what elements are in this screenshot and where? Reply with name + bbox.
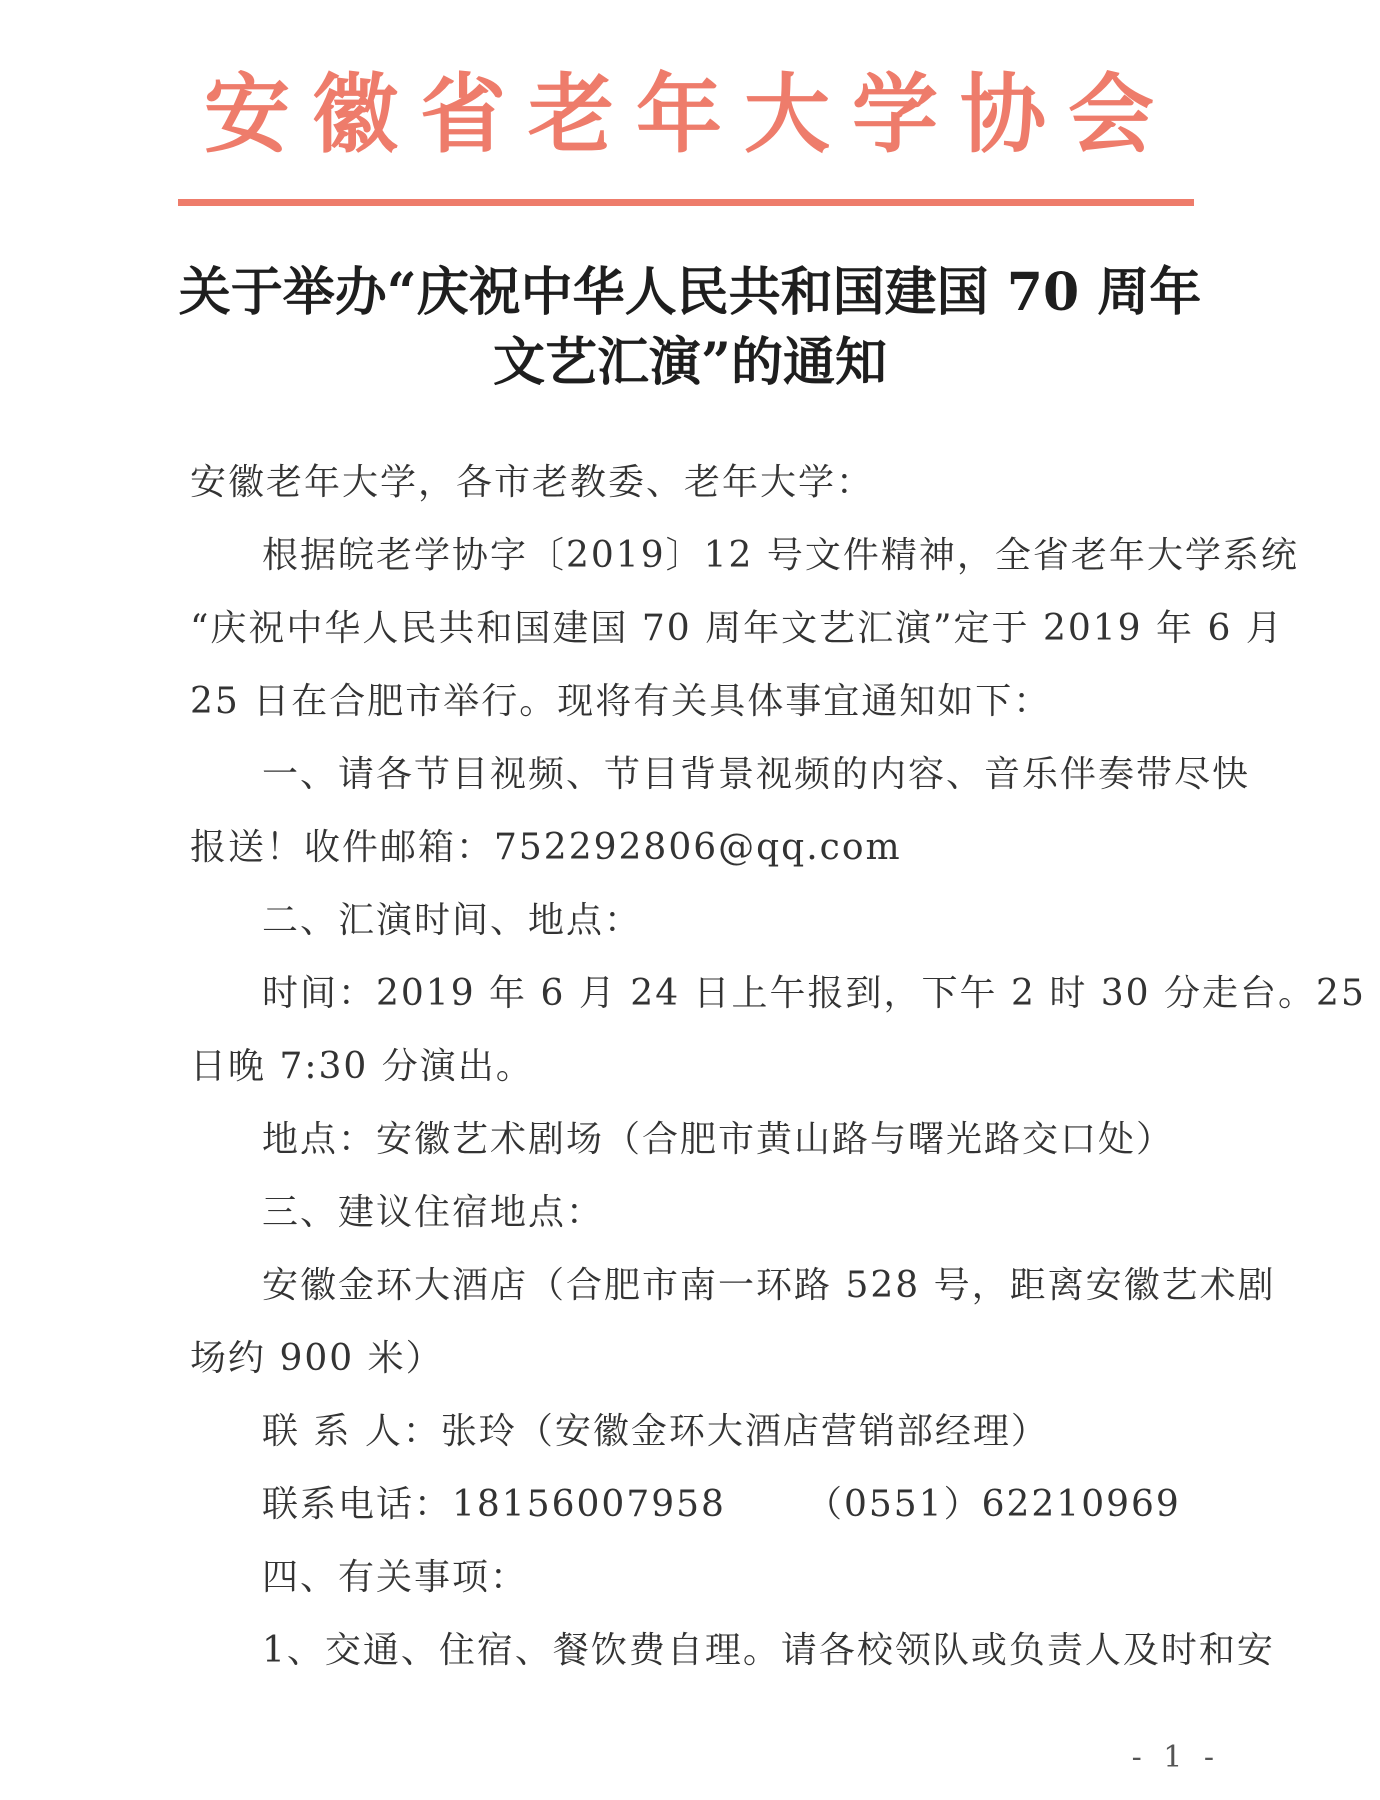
paragraph-line: 日晚 7:30 分演出。 (190, 1046, 534, 1087)
venue-line: 地点：安徽艺术剧场（合肥市黄山路与曙光路交口处） (262, 1119, 1175, 1160)
paragraph-line: 25 日在合肥市举行。现将有关具体事宜通知如下： (190, 681, 1052, 722)
email-line: 报送！收件邮箱：752292806@qq.com (190, 827, 902, 868)
paragraph-line: 安徽金环大酒店（合肥市南一环路 528 号，距离安徽艺术剧 (262, 1265, 1276, 1306)
section-heading: 二、汇演时间、地点： (262, 900, 643, 941)
salutation: 安徽老年大学，各市老教委、老年大学： (190, 462, 875, 503)
section-heading: 四、有关事项： (262, 1557, 529, 1598)
paragraph-line: 场约 900 米） (190, 1338, 444, 1379)
phone-secondary: （0551）62210969 (805, 1484, 1181, 1525)
paragraph-line: 根据皖老学协字〔2019〕12 号文件精神，全省老年大学系统 (262, 535, 1299, 576)
paragraph-line: 1、交通、住宿、餐饮费自理。请各校领队或负责人及时和安 (262, 1630, 1275, 1671)
page-number: - 1 - (1131, 1740, 1220, 1775)
red-divider-line (178, 199, 1194, 206)
title-line-1: 关于举办“庆祝中华人民共和国建国 70 周年 (178, 262, 1202, 323)
phone-primary: 联系电话：18156007958 (262, 1484, 726, 1525)
org-header: 安徽省老年大学协会 (204, 65, 1176, 165)
notice-body (190, 446, 1366, 1687)
contact-line: 联 系 人：张玲（安徽金环大酒店营销部经理） (262, 1411, 1049, 1452)
paragraph-line: 时间：2019 年 6 月 24 日上午报到，下午 2 时 30 分走台。25 (262, 973, 1366, 1014)
section-heading: 三、建议住宿地点： (262, 1192, 605, 1233)
notice-title (150, 258, 1230, 398)
title-line-2: 文艺汇演”的通知 (493, 332, 887, 393)
paragraph-line: 一、请各节目视频、节目背景视频的内容、音乐伴奏带尽快 (262, 754, 1251, 795)
phone-line (190, 1468, 1230, 1541)
paragraph-line: “庆祝中华人民共和国建国 70 周年文艺汇演”定于 2019 年 6 月 (190, 608, 1284, 649)
